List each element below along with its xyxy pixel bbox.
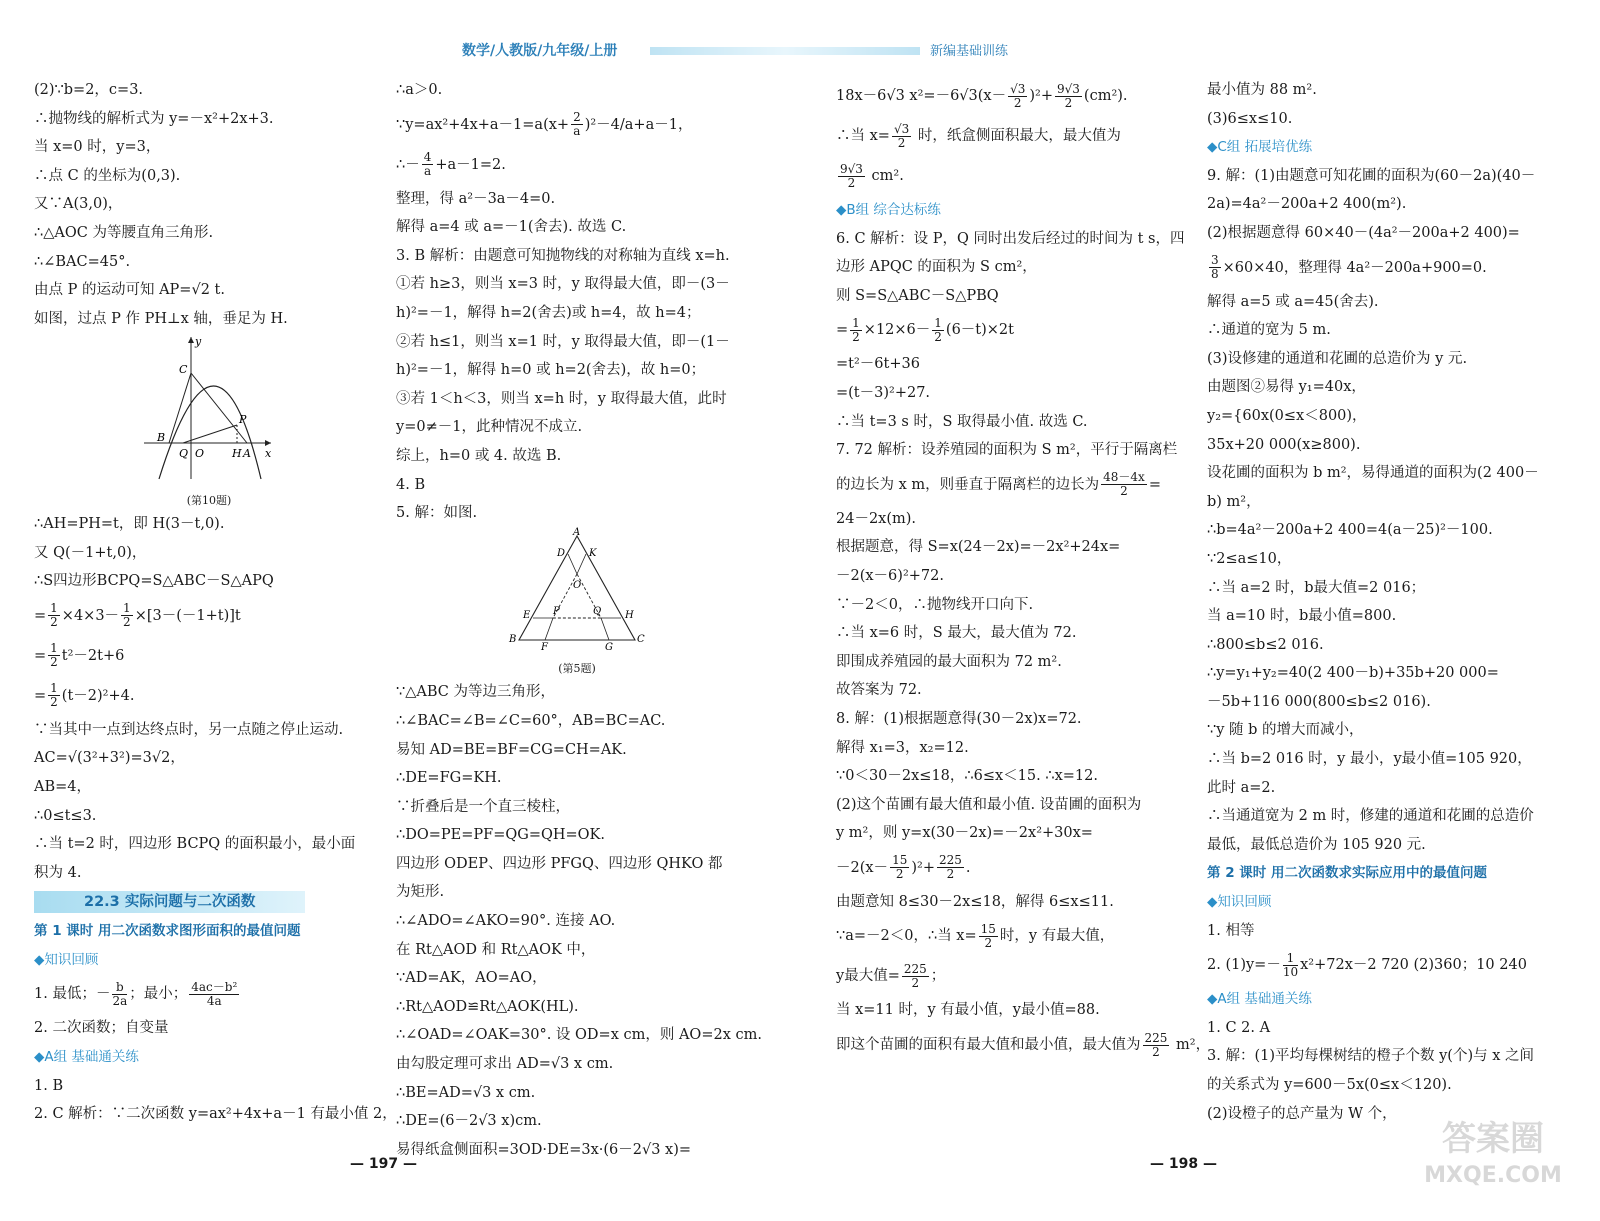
section-title: 22.3 实际问题与二次函数: [34, 891, 305, 913]
text-line: ∴b=4a²－200a+2 400=4(a－25)²－100.: [1207, 522, 1493, 539]
text-line: ∴DE=(6－2√3 x)cm.: [396, 1113, 542, 1130]
text-line: 整理，得 a²－3a－4=0.: [396, 190, 556, 207]
text-line: ∴∠BAC=∠B=∠C=60°，AB=BC=AC.: [396, 712, 666, 729]
eq-text: )²－4/a+a－1，: [584, 116, 693, 133]
eq-text: ×[3－(－1+t)]t: [134, 607, 241, 624]
text-line: ∴0≤t≤3.: [34, 807, 97, 824]
header-series: 新编基础训练: [930, 44, 1009, 59]
triangle-figure: [507, 526, 647, 653]
text-line: ∴当 b=2 016 时，y 最小，y最小值=105 920，: [1207, 751, 1532, 768]
text-line: 4. B: [396, 476, 426, 493]
eq-text: 的边长为 x m，则垂直于隔离栏的边长为: [836, 476, 1100, 493]
text-line: 3. B 解析：由题意可知抛物线的对称轴为直线 x=h.: [396, 247, 730, 264]
text-line: 即围成养殖园的最大面积为 72 m².: [836, 653, 1062, 670]
fraction: $\frac{4}{a}$: [423, 150, 432, 179]
text-line: ∵2≤a≤10，: [1207, 550, 1292, 567]
text-line: 积为 4.: [34, 864, 82, 881]
equation-line: [836, 76, 1198, 116]
text-line: 2. 二次函数；自变量: [34, 1020, 169, 1037]
fraction: $\frac{9√3}{2}$: [840, 161, 863, 190]
watermark-url: MXQE.COM: [1424, 1163, 1562, 1188]
eq-text: =: [34, 647, 47, 664]
fig-label: F: [541, 641, 548, 653]
header-decoration-bar: [650, 47, 920, 55]
eq-text: cm².: [866, 168, 904, 184]
eq-text: .: [965, 859, 971, 876]
text-line: 解得 x₁=3，x₂=12.: [836, 739, 969, 756]
eq-text: ；: [930, 968, 946, 985]
text-line: (2)设橙子的总产量为 W 个，: [1207, 1105, 1397, 1122]
text-line: ∴当 t=2 时，四边形 BCPQ 的面积最小，最小面: [34, 836, 356, 853]
eq-text: 18x－6√3 x²=－6√3(x－: [836, 88, 1007, 104]
text-line: 7. 72 解析：设养殖园的面积为 S m²，平行于隔离栏: [836, 442, 1178, 459]
text-line: 的关系式为 y=600－5x(0≤x＜120).: [1207, 1077, 1452, 1093]
text-line: y₂={60x(0≤x＜800)，: [1207, 407, 1367, 424]
column-2: [396, 76, 762, 1164]
text-line: ∴BE=AD=√3 x cm.: [396, 1084, 536, 1101]
equation-line: [836, 116, 1198, 156]
text-line: ①若 h≥3，则当 x=3 时，y 取得最大值，即－(3－: [396, 276, 730, 293]
fig-label: y: [195, 335, 202, 349]
equation-line: [836, 956, 1198, 996]
text-line: 1. 相等: [1207, 922, 1255, 939]
text-line: 易知 AD=BE=BF=CG=CH=AK.: [396, 741, 627, 758]
text-line: 四边形 ODEP、四边形 PFGQ、四边形 QHKO 都: [396, 855, 723, 872]
text-line: ∴y=y₁+y₂=40(2 400－b)+35b+20 000=: [1207, 665, 1499, 682]
text-line: ∵△ABC 为等边三角形，: [396, 684, 555, 701]
eq-text: t²－2t+6: [61, 647, 125, 664]
eq-text: －2(x－: [836, 859, 889, 876]
text-line: ∴当 x=6 时，S 最大，最大值为 72.: [836, 625, 1077, 642]
text-line: AB=4，: [34, 778, 92, 795]
text-line: 最小值为 88 m².: [1207, 82, 1317, 98]
fig-label: P: [553, 605, 560, 617]
equation-line: [1207, 248, 1567, 288]
equation-line: [1207, 945, 1567, 985]
fig-label: O: [573, 579, 582, 591]
fraction: $\frac{15}{2}$: [980, 921, 996, 950]
fig-label: x: [265, 447, 272, 461]
text-line: 由点 P 的运动可知 AP=√2 t.: [34, 282, 225, 299]
parabola-figure: [139, 333, 279, 481]
fig-label: K: [589, 547, 597, 559]
fig-label: A: [243, 447, 251, 461]
text-line: ∵0＜30－2x≤18，∴6≤x＜15. ∴x=12.: [836, 768, 1098, 785]
text-line: 24－2x(m).: [836, 510, 917, 527]
text-line: 2. C 解析：∵二次函数 y=ax²+4x+a－1 有最小值 2，: [34, 1106, 397, 1123]
text-line: y m²，则 y=x(30－2x)=－2x²+30x=: [836, 825, 1093, 842]
text-line: 当 a=10 时，b最小值=800.: [1207, 608, 1397, 625]
lesson-title: 第 1 课时 用二次函数求图形面积的最值问题: [34, 923, 301, 940]
figure-10: [34, 333, 384, 510]
column-1: [34, 76, 397, 1129]
eq-text: (cm²).: [1083, 88, 1128, 104]
text-line: (3)设修建的通道和花圃的总造价为 y 元.: [1207, 350, 1468, 367]
eq-text: )²+: [1029, 88, 1053, 104]
column-3: [836, 76, 1211, 1065]
subhead-group-a: ◆A组 基础通关练: [34, 1049, 139, 1066]
text-line: 由勾股定理可求出 AD=√3 x cm.: [396, 1056, 614, 1073]
text-line: 3. 解：(1)平均每棵树结的橙子个数 y(个)与 x 之间: [1207, 1048, 1534, 1065]
text-line: 设花圃的面积为 b m²，易得通道的面积为(2 400－: [1207, 465, 1539, 482]
text-line: 又∵A(3,0)，: [34, 196, 123, 213]
text-line: ②若 h≤1，则当 x=1 时，y 取得最大值，即－(1－: [396, 333, 730, 350]
equation-line: [34, 596, 384, 636]
text-line: ∵AD=AK，AO=AO，: [396, 970, 547, 987]
eq-text: )²+: [911, 859, 935, 876]
eq-text: (6－t)×2t: [945, 322, 1014, 339]
subhead-group-a: ◆A组 基础通关练: [1207, 991, 1312, 1008]
text-line: 8. 解：(1)根据题意得(30－2x)x=72.: [836, 710, 1082, 727]
text-line: 2a)=4a²－200a+2 400(m²).: [1207, 196, 1407, 213]
text-line: ∴通道的宽为 5 m.: [1207, 322, 1331, 339]
text-line: ∵－2＜0，∴抛物线开口向下.: [836, 596, 1034, 613]
eq-text: =: [34, 607, 47, 624]
text-line: ∴DE=FG=KH.: [396, 770, 502, 787]
eq-text: ×12×6－: [863, 322, 931, 339]
text-line: 当 x=11 时，y 有最小值，y最小值=88.: [836, 1002, 1100, 1019]
text-line: ∴当通道宽为 2 m 时，修建的通道和花圃的总造价: [1207, 808, 1534, 825]
text-line: 故答案为 72.: [836, 682, 922, 699]
fig-label: Q: [593, 605, 602, 617]
fig-label: Q: [179, 447, 189, 461]
text-line: －2(x－6)²+72.: [836, 567, 944, 584]
fraction: $\frac{1}{2}$: [123, 601, 131, 630]
figure-caption: (第10题): [186, 493, 232, 507]
equation-line: [836, 465, 1198, 505]
text-line: ∴当 t=3 s 时，S 取得最小值. 故选 C.: [836, 413, 1088, 430]
text-line: y=0≠－1，此种情况不成立.: [396, 419, 583, 436]
lesson-title: 第 2 课时 用二次函数求实际应用中的最值问题: [1207, 865, 1487, 882]
eq-text: ∴当 x=: [836, 128, 890, 144]
eq-text: +a－1=2.: [435, 156, 506, 173]
equation-line: [34, 636, 384, 676]
eq-text: ；最小；: [129, 986, 188, 1003]
text-line: 此时 a=2.: [1207, 779, 1276, 796]
text-line: b) m²，: [1207, 493, 1261, 510]
figure-caption: (第5题): [558, 662, 596, 676]
text-line: ∴∠ADO=∠AKO=90°. 连接 AO.: [396, 913, 616, 930]
text-line: 1. C 2. A: [1207, 1019, 1271, 1036]
fig-label: E: [523, 609, 531, 621]
equation-line: [836, 1025, 1211, 1065]
fig-label: H: [232, 447, 242, 461]
fraction: $\frac{225}{2}$: [1144, 1030, 1168, 1059]
header-title: 数学/人教版/九年级/上册: [462, 43, 618, 59]
text-line: ∴∠OAD=∠OAK=30°. 设 OD=x cm，则 AO=2x cm.: [396, 1027, 762, 1044]
text-line: ∵y 随 b 的增大而减小，: [1207, 722, 1364, 739]
fraction: $\frac{2}{a}$: [573, 110, 581, 139]
figure-5: [396, 528, 758, 679]
text-line: ∴a＞0.: [396, 82, 443, 98]
fig-label: P: [239, 413, 247, 427]
text-line: ③若 1＜h＜3，则当 x=h 时，y 取得最大值，此时: [396, 390, 727, 407]
fraction: $\frac{15}{2}$: [892, 853, 908, 882]
fraction: $\frac{1}{2}$: [50, 681, 58, 710]
watermark-logo: [1418, 1110, 1568, 1190]
eq-text: 2. (1)y=－: [1207, 957, 1281, 974]
eq-text: y最大值=: [836, 968, 900, 985]
text-line: ∴点 C 的坐标为(0,3).: [34, 167, 181, 184]
text-line: =(t－3)²+27.: [836, 384, 931, 401]
text-line: ∴AH=PH=t，即 H(3－t,0).: [34, 515, 225, 532]
fig-label: B: [509, 633, 517, 645]
fraction: $\frac{√3}{2}$: [893, 121, 910, 150]
text-line: h)²=－1，解得 h=0 或 h=2(舍去)，故 h=0；: [396, 362, 706, 379]
text-line: ∴∠BAC=45°.: [34, 253, 131, 270]
text-line: －5b+116 000(800≤b≤2 016).: [1207, 693, 1431, 710]
text-line: 最低，最低总造价为 105 920 元.: [1207, 836, 1426, 853]
subhead-group-c: ◆C组 拓展培优练: [1207, 139, 1313, 156]
text-line: 综上，h=0 或 4. 故选 B.: [396, 447, 562, 464]
text-line: ∴800≤b≤2 016.: [1207, 636, 1324, 653]
fraction: $\frac{1}{2}$: [934, 315, 942, 344]
equation-line: [836, 916, 1198, 956]
text-line: 由题意知 8≤30－2x≤18，解得 6≤x≤11.: [836, 893, 1114, 910]
text-line: ∵折叠后是一个直三棱柱，: [396, 798, 570, 815]
text-line: 6. C 解析：设 P，Q 同时出发后经过的时间为 t s，四: [836, 230, 1185, 247]
page-header: [0, 40, 1600, 62]
text-line: ∴当 a=2 时，b最大值=2 016；: [1207, 579, 1426, 596]
text-line: 又 Q(－1+t,0)，: [34, 544, 147, 561]
fraction: $\frac{1}{10}$: [1282, 950, 1299, 979]
eq-text: 即这个苗圃的面积有最大值和最小值，最大值为: [836, 1037, 1141, 1054]
text-line: 根据题意，得 S=x(24－2x)=－2x²+24x=: [836, 539, 1121, 556]
eq-text: ×60×40，整理得 4a²－200a+900=0.: [1222, 259, 1487, 276]
fig-label: O: [195, 447, 205, 461]
fig-label: G: [605, 641, 613, 653]
text-line: ∴抛物线的解析式为 y=－x²+2x+3.: [34, 110, 274, 127]
watermark-text: 答案圈: [1442, 1119, 1544, 1159]
text-line: ∴S四边形BCPQ=S△ABC－S△APQ: [34, 573, 274, 590]
equation-line: [836, 156, 1198, 196]
text-line: 9. 解：(1)由题意可知花圃的面积为(60－2a)(40－: [1207, 167, 1536, 184]
text-line: AC=√(3²+3²)=3√2，: [34, 750, 185, 767]
equation-line: [396, 145, 758, 185]
text-line: h)²=－1，解得 h=2(舍去)或 h=4，故 h=4；: [396, 304, 701, 321]
page-number-left: — 197 —: [350, 1156, 417, 1172]
fraction: $\frac{9√3}{2}$: [1057, 81, 1080, 110]
eq-text: =: [1148, 476, 1161, 493]
fraction: $\frac{√3}{2}$: [1010, 81, 1026, 110]
text-line: 1. B: [34, 1077, 64, 1094]
text-line: 解得 a=4 或 a=－1(舍去). 故选 C.: [396, 219, 627, 236]
text-line: 在 Rt△AOD 和 Rt△AOK 中，: [396, 941, 596, 958]
equation-line: [34, 974, 384, 1014]
fraction: $\frac{3}{8}$: [1211, 253, 1219, 282]
text-line: ∴△AOC 为等腰直角三角形.: [34, 224, 214, 241]
text-line: 如图，过点 P 作 PH⊥x 轴，垂足为 H.: [34, 310, 288, 327]
equation-line: [34, 676, 384, 716]
equation-line: [836, 848, 1198, 888]
text-line: ∵当其中一点到达终点时，另一点随之停止运动.: [34, 721, 344, 738]
fig-label: D: [557, 547, 566, 559]
text-line: 易得纸盒侧面积=3OD·DE=3x·(6－2√3 x)=: [396, 1141, 692, 1158]
eq-text: ∵y=ax²+4x+a－1=a(x+: [396, 116, 570, 133]
text-line: 由题图②易得 y₁=40x，: [1207, 379, 1366, 396]
fig-label: C: [179, 363, 188, 377]
fraction: $\frac{b}{2a}$: [112, 979, 128, 1008]
text-line: (2)∵b=2，c=3.: [34, 82, 144, 98]
eq-text: =: [836, 322, 849, 339]
column-4: [1207, 76, 1567, 1128]
eq-text: m²，: [1171, 1037, 1211, 1054]
text-line: (2)这个苗圃有最大值和最小值. 设苗圃的面积为: [836, 796, 1142, 813]
fig-label: H: [625, 609, 634, 621]
fig-label: B: [157, 431, 166, 445]
fraction: $\frac{225}{2}$: [903, 961, 927, 990]
text-line: ∴DO=PE=PF=QG=QH=OK.: [396, 827, 605, 844]
text-line: 则 S=S△ABC－S△PBQ: [836, 287, 999, 304]
eq-text: 时，y 有最大值，: [999, 928, 1115, 945]
eq-text: (t－2)²+4.: [61, 687, 135, 704]
fig-label: A: [573, 526, 581, 538]
text-line: 35x+20 000(x≥800).: [1207, 436, 1361, 453]
fraction: $\frac{225}{2}$: [938, 853, 962, 882]
page-number-right: — 198 —: [1150, 1156, 1217, 1172]
fraction: $\frac{\text{4ac－b²}}{4a}$: [191, 979, 238, 1008]
fig-label: C: [637, 633, 645, 645]
fraction: $\frac{48-4x}{2}$: [1103, 470, 1145, 499]
eq-text: =: [34, 687, 47, 704]
text-line: (2)根据题意得 60×40－(4a²－200a+2 400)=: [1207, 224, 1520, 241]
equation-line: [836, 310, 1198, 350]
text-line: 边形 APQC 的面积为 S cm²，: [836, 259, 1037, 276]
subhead-knowledge: ◆知识回顾: [34, 951, 99, 968]
text-line: 5. 解：如图.: [396, 505, 478, 522]
eq-text: x²+72x－2 720 (2)360；10 240: [1300, 957, 1527, 974]
fraction: $\frac{1}{2}$: [852, 315, 860, 344]
subhead-knowledge: ◆知识回顾: [1207, 894, 1272, 911]
text-line: (3)6≤x≤10.: [1207, 110, 1293, 127]
equation-line: [396, 105, 758, 145]
text-line: =t²－6t+36: [836, 356, 920, 373]
fraction: $\frac{1}{2}$: [50, 641, 58, 670]
eq-text: ∴－: [396, 156, 420, 173]
fraction: $\frac{1}{2}$: [50, 601, 58, 630]
eq-text: ∵a=－2＜0，∴当 x=: [836, 928, 977, 945]
text-line: ∴Rt△AOD≌Rt△AOK(HL).: [396, 998, 579, 1015]
text-line: 为矩形.: [396, 884, 445, 901]
eq-text: 时，纸盒侧面积最大，最大值为: [913, 128, 1121, 144]
text-line: 解得 a=5 或 a=45(舍去).: [1207, 293, 1379, 310]
eq-text: 1. 最低；－: [34, 986, 111, 1003]
eq-text: ×4×3－: [61, 607, 120, 624]
text-line: 当 x=0 时，y=3，: [34, 139, 161, 156]
subhead-group-b: ◆B组 综合达标练: [836, 202, 941, 218]
